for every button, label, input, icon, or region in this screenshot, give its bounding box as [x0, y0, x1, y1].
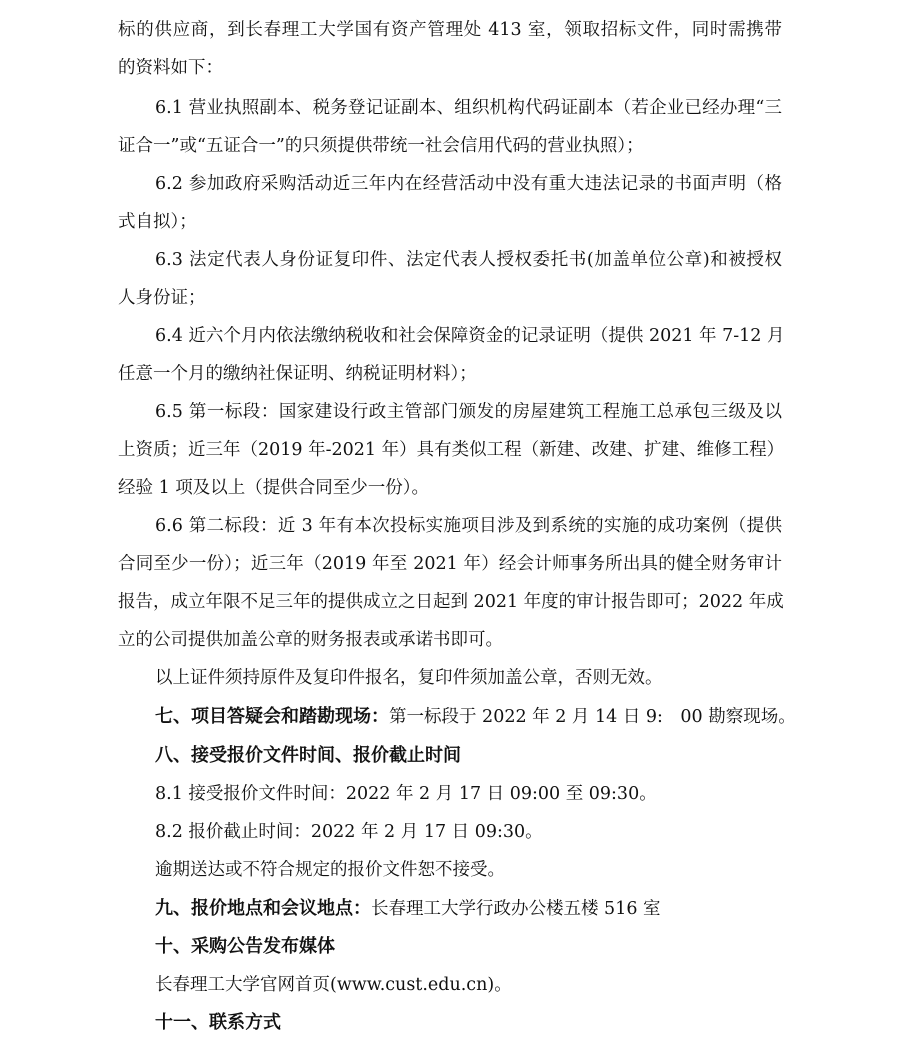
section-8-line-2: 8.2 报价截止时间：2022 年 2 月 17 日 09:30。 [155, 822, 543, 842]
item-6-5-line-1: 6.5 第一标段：国家建设行政主管部门颁发的房屋建筑工程施工总承包三级及以 [155, 402, 782, 422]
section-7-text: 第一标段于 2022 年 2 月 14 日 9: 00 勘察现场。 [389, 707, 796, 727]
item-6-3-line-1: 6.3 法定代表人身份证复印件、法定代表人授权委托书(加盖单位公章)和被授权 [155, 250, 782, 270]
section-7 [155, 705, 796, 729]
section-8-line-3: 逾期送达或不符合规定的报价文件恕不接受。 [155, 860, 505, 880]
item-6-2-line-2: 式自拟）； [118, 212, 197, 232]
item-6-6-line-3: 报告，成立年限不足三年的提供成立之日起到 2021 年度的审计报告即可；2022 年成 [118, 592, 784, 612]
section-8-heading: 八、接受报价文件时间、报价截止时间 [155, 745, 461, 766]
section-11-heading: 十一、联系方式 [155, 1012, 281, 1033]
intro-line-2: 的资料如下： [118, 58, 223, 78]
section-9-text: 长春理工大学行政办公楼五楼 516 室 [371, 899, 661, 919]
certificate-note: 以上证件须持原件及复印件报名，复印件须加盖公章，否则无效。 [155, 668, 663, 688]
item-6-2-line-1: 6.2 参加政府采购活动近三年内在经营活动中没有重大违法记录的书面声明（格 [155, 174, 782, 194]
item-6-4-line-2: 任意一个月的缴纳社保证明、纳税证明材料）； [118, 364, 477, 384]
item-6-1-line-2: 证合一”或“五证合一”的只须提供带统一社会信用代码的营业执照）； [118, 136, 644, 156]
section-8-line-1: 8.1 接受报价文件时间：2022 年 2 月 17 日 09:00 至 09:30。 [155, 784, 657, 804]
item-6-4-line-1: 6.4 近六个月内依法缴纳税收和社会保障资金的记录证明（提供 2021 年 7-12 月 [155, 326, 785, 346]
section-9 [155, 897, 661, 921]
item-6-3-line-2: 人身份证； [118, 288, 206, 308]
item-6-6-line-2: 合同至少一份）；近三年（2019 年至 2021 年）经会计师事务所出具的健全财务审计 [118, 554, 782, 574]
section-9-heading: 九、报价地点和会议地点： [155, 898, 371, 919]
section-10-heading: 十、采购公告发布媒体 [155, 936, 335, 957]
item-6-5-line-3: 经验 1 项及以上（提供合同至少一份）。 [118, 478, 430, 498]
item-6-6-line-1: 6.6 第二标段：近 3 年有本次投标实施项目涉及到系统的实施的成功案例（提供 [155, 516, 782, 536]
section-10-text: 长春理工大学官网首页(www.cust.edu.cn)。 [155, 975, 512, 995]
item-6-5-line-2: 上资质；近三年（2019 年-2021 年）具有类似工程（新建、改建、扩建、维修工程） [118, 440, 785, 460]
intro-line-1: 标的供应商，到长春理工大学国有资产管理处 413 室，领取招标文件，同时需携带 [118, 20, 782, 40]
item-6-1-line-1: 6.1 营业执照副本、税务登记证副本、组织机构代码证副本（若企业已经办理“三 [155, 98, 782, 118]
section-7-heading: 七、项目答疑会和踏勘现场： [155, 706, 389, 727]
item-6-6-line-4: 立的公司提供加盖公章的财务报表或承诺书即可。 [118, 630, 503, 650]
